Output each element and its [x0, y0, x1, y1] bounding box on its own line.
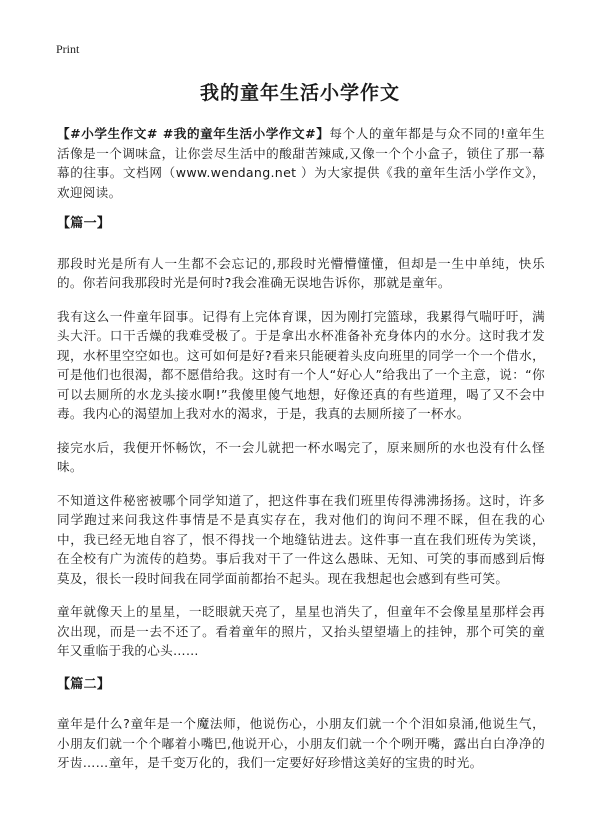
intro-paragraph [57, 124, 545, 202]
section-heading-1: 【篇一】 [57, 216, 111, 231]
print-label[interactable]: Print [56, 42, 80, 56]
body-paragraph: 不知道这件秘密被哪个同学知道了，把这件事在我们班里传得沸沸扬扬。这时，许多同学跑过来问我这件事情是不是真实存在，我对他们的询问不理不睬，但在我的心中，我已经无地自容了，恨不得找一个地缝钻进去。这件事一直在我们班传为笑谈，在全校有广为流传的趋势。事后我对干了一件这么愚昧、无知、可笑的事而感到后悔莫及，很长一段时间我在同学面前都抬不起头。现在我想起也会感到有些可笑。 [57, 492, 545, 586]
body-paragraph: 童年就像天上的星星，一眨眼就天亮了，星星也消失了，但童年不会像星星那样会再次出现，而是一去不还了。看着童年的照片，又抬头望望墙上的挂钟，那个可笑的童年又重临于我的心头…… [57, 604, 545, 658]
intro-text: 每个人的童年都是与众不同的!童年生活像是一个调味盒，让你尝尽生活中的酸甜苦辣咸,又像一个个小盒子，锁住了那一幕幕的往事。文档网（www.wendang.net ）为大家提供《我的童年生活小学作文》，欢迎阅读。 [57, 126, 545, 200]
body-paragraph: 接完水后，我便开怀畅饮，不一会儿就把一杯水喝完了，原来厕所的水也没有什么怪味。 [57, 439, 545, 474]
body-paragraph: 童年是什么?童年是一个魔法师，他说伤心，小朋友们就一个个泪如泉涌,他说生气，小朋友们就一个个嘟着小嘴巴,他说开心，小朋友们就一个个咧开嘴，露出白白净净的牙齿……童年，是千变万化的，我们一定要好好珍惜这美好的宝贵的时光。 [57, 716, 545, 770]
section-heading-2: 【篇二】 [57, 676, 111, 692]
document-title: 我的童年生活小学作文 [199, 82, 400, 104]
body-paragraph: 我有这么一件童年囧事。记得有上完体育课，因为刚打完篮球，我累得气喘吁吁，满头大汗。口干舌燥的我难受极了。于是拿出水杯准备补充身体内的水分。这时我才发现，水杯里空空如也。这可如何是好?看来只能硬着头皮向班里的同学一个一个借水，可是他们也很渴，都不愿借给我。这时有一个人“好心人”给我出了一个主意，说：“你可以去厕所的水龙头接水啊!”我傻里傻气地想，好像还真的有些道理，喝了又不会中毒。我内心的渴望加上我对水的渴求，于是，我真的去厕所接了一杯水。 [57, 308, 545, 421]
body-paragraph: 那段时光是所有人一生都不会忘记的,那段时光懵懵懂懂，但却是一生中单纯，快乐的。你若问我那段时光是何时?我会准确无误地告诉你，那就是童年。 [57, 255, 545, 290]
intro-tags: 【#小学生作文# #我的童年生活小学作文#】 [57, 126, 330, 141]
document-body [57, 124, 545, 787]
